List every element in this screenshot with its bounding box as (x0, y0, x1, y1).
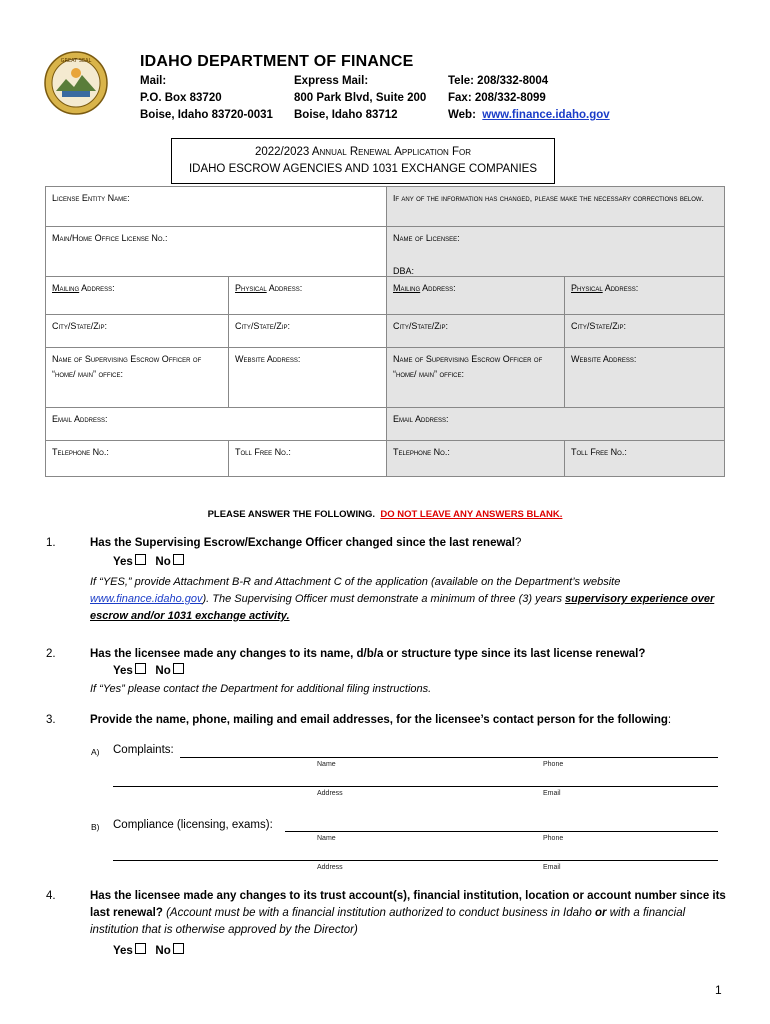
idaho-state-seal (44, 51, 108, 115)
mailing-address-field[interactable]: Mailing Address: (46, 277, 229, 315)
q4-no-checkbox[interactable] (173, 943, 184, 954)
new-mailing-address-field[interactable]: DBA: Mailing Address: (387, 277, 565, 315)
mail-address-block: Mail: P.O. Box 83720 Boise, Idaho 83720-0031 (140, 75, 273, 121)
question-1-number: 1. (46, 537, 56, 549)
question-1-options: Yes No (113, 554, 184, 568)
new-website-address-field[interactable]: Website Address: (565, 348, 725, 408)
cap-email-b: Email (543, 864, 561, 871)
answer-instruction: PLEASE ANSWER THE FOLLOWING. DO NOT LEAVE ANY ANSWERS BLANK. (207, 509, 563, 520)
question-3-number: 3. (46, 714, 56, 726)
question-2-options: Yes No (113, 663, 184, 677)
supervising-officer-field[interactable]: Name of Supervising Escrow Officer of “home/ main” office: (46, 348, 229, 408)
name-of-licensee-field[interactable]: Name of Licensee: (387, 227, 725, 277)
city-state-zip-field[interactable]: City/State/Zip: (46, 315, 229, 348)
cap-email-a: Email (543, 790, 561, 797)
compliance-name-phone-line[interactable] (285, 831, 718, 832)
telephone-field[interactable]: Telephone No.: (46, 441, 229, 477)
cap-phone-b: Phone (543, 835, 564, 842)
new-email-address-field[interactable]: Email Address: (387, 408, 725, 441)
main-license-no-field[interactable]: Main/Home Office License No.: (46, 227, 387, 277)
q1-no-checkbox[interactable] (173, 554, 184, 565)
website-link[interactable]: www.finance.idaho.gov (482, 109, 610, 121)
blank-warning: DO NOT LEAVE ANY ANSWERS BLANK. (380, 509, 563, 520)
question-4-number: 4. (46, 890, 56, 902)
new-city-state-zip-field-2[interactable]: City/State/Zip: (565, 315, 725, 348)
q2-no-checkbox[interactable] (173, 663, 184, 674)
department-title: IDAHO DEPARTMENT OF FINANCE (140, 53, 414, 70)
email-address-field[interactable]: Email Address: (46, 408, 387, 441)
new-city-state-zip-field[interactable]: City/State/Zip: (387, 315, 565, 348)
q4-yes-checkbox[interactable] (135, 943, 146, 954)
sub-b-label: B) (91, 822, 100, 832)
form-title-line2: IDAHO ESCROW AGENCIES AND 1031 EXCHANGE COMPANIES (188, 163, 538, 175)
complaints-name-phone-line[interactable] (180, 757, 718, 758)
question-1: Has the Supervising Escrow/Exchange Officer changed since the last renewal? (90, 537, 522, 549)
complaints-address-email-line[interactable] (113, 786, 718, 787)
q1-yes-checkbox[interactable] (135, 554, 146, 565)
complaints-label: Complaints: (113, 744, 174, 756)
form-title-box (171, 138, 555, 184)
sub-a-label: A) (91, 747, 100, 757)
q2-yes-checkbox[interactable] (135, 663, 146, 674)
website-address-field[interactable]: Website Address: (229, 348, 387, 408)
question-2-number: 2. (46, 648, 56, 660)
question-4-options: Yes No (113, 943, 184, 957)
question-2: Has the licensee made any changes to its name, d/b/a or structure type since its last license renewal? (90, 648, 646, 660)
license-info-table (45, 186, 725, 477)
q1-website-link[interactable]: www.finance.idaho.gov (90, 593, 203, 605)
cap-address-b: Address (317, 864, 343, 871)
cap-address-a: Address (317, 790, 343, 797)
new-toll-free-field[interactable]: Toll Free No.: (565, 441, 725, 477)
new-supervising-officer-field[interactable]: Name of Supervising Escrow Officer of “home/ main” office: (387, 348, 565, 408)
question-4: Has the licensee made any changes to its trust account(s), financial institution, location or account number since its last renewal? (Account must be with a financial institution authorized to conduct business in Idaho or with a financial institution that is otherwise approved by the Director) (90, 890, 726, 936)
compliance-label: Compliance (licensing, exams): (113, 819, 273, 831)
cap-phone-a: Phone (543, 761, 564, 768)
toll-free-field[interactable]: Toll Free No.: (229, 441, 387, 477)
svg-text:GREAT SEAL: GREAT SEAL (60, 58, 92, 64)
city-state-zip-field-2[interactable]: City/State/Zip: (229, 315, 387, 348)
question-1-note: If “YES,” provide Attachment B-R and Attachment C of the application (available on the Department’s website www.finance.idaho.gov). The Supervising Officer must demonstrate a minimum of three (3) years supervisory experience over escrow and/or 1031 exchange activity. (90, 576, 715, 622)
question-3: Provide the name, phone, mailing and email addresses, for the licensee’s contact person for the following: (90, 714, 672, 726)
changes-note: If any of the information has changed, please make the necessary corrections below. (387, 187, 725, 227)
license-entity-name-field[interactable]: License Entity Name: (46, 187, 387, 227)
cap-name-a: Name (317, 761, 336, 768)
physical-address-field[interactable]: Physical Address: (229, 277, 387, 315)
compliance-address-email-line[interactable] (113, 860, 718, 861)
new-physical-address-field[interactable]: Physical Address: (565, 277, 725, 315)
question-2-note: If “Yes” please contact the Department for additional filing instructions. (90, 683, 432, 695)
cap-name-b: Name (317, 835, 336, 842)
new-telephone-field[interactable]: Telephone No.: (387, 441, 565, 477)
contact-block: Tele: 208/332-8004 Fax: 208/332-8099 Web: www.finance.idaho.gov (448, 75, 610, 121)
dba-label: DBA: (393, 266, 415, 276)
express-mail-block: Express Mail: 800 Park Blvd, Suite 200 Boise, Idaho 83712 (294, 75, 427, 121)
page-number: 1 (715, 983, 722, 997)
form-title-line1: 2022/2023 Annual Renewal Application For (254, 146, 472, 158)
